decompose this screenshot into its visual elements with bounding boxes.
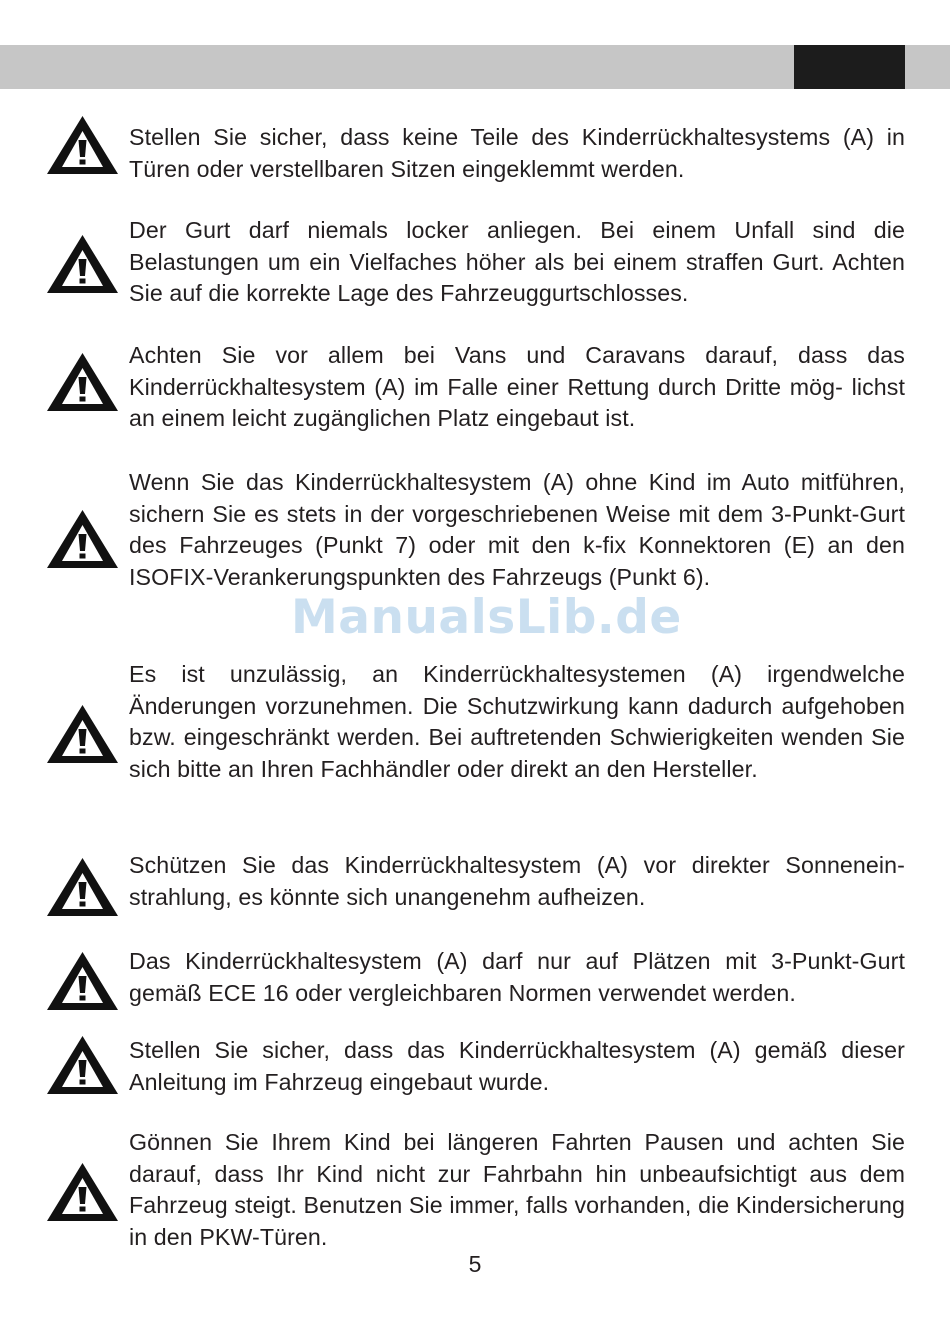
- warning-icon: [45, 1034, 120, 1096]
- warning-icon: [45, 856, 120, 918]
- warning-paragraph: Wenn Sie das Kinderrückhaltesystem (A) ohne Kind im Auto mitführen, sichern Sie es stets in der vorgeschriebenen Weise mit dem 3-Punkt-Gurt des Fahrzeuges (Punkt 7) oder mit den k-fix Konnektoren (E) an den ISOFIX-Verankerungspunkten des Fahrzeugs (Punkt 6).: [129, 469, 905, 590]
- warning-paragraph: Der Gurt darf niemals locker anliegen. Bei einem Unfall sind die Belastungen um ein Vielfaches höher als bei einem straffen Gurt. Achten Sie auf die korrekte Lage des Fahrzeuggurtschlosses.: [129, 217, 905, 306]
- warning-paragraph: Gönnen Sie Ihrem Kind bei längeren Fahrten Pausen und achten Sie darauf, dass Ihr Kind nicht zur Fahrbahn hin unbeaufsichtigt aus dem Fahrzeug steigt. Benutzen Sie immer, falls vorhanden, die Kindersicherung in den PKW-Türen.: [129, 1129, 905, 1250]
- warning-paragraph: Stellen Sie sicher, dass keine Teile des Kinderrückhaltesystems (A) in Türen oder verstellbaren Sitzen eingeklemmt werden.: [129, 124, 905, 182]
- warning-paragraph: Schützen Sie das Kinderrückhaltesystem (A) vor direkter Sonnenein- strahlung, es könnte sich unangenehm aufheizen.: [129, 852, 905, 910]
- warning-icon: [45, 950, 120, 1012]
- page-number: 5: [468, 1251, 482, 1277]
- warning-icon: [45, 1161, 120, 1223]
- warning-paragraph: Achten Sie vor allem bei Vans und Caravans darauf, dass das Kinderrückhaltesystem (A) im Falle einer Rettung durch Dritte mög- lichst an einem leicht zugänglichen Platz eingebaut ist.: [129, 342, 905, 431]
- warning-paragraph: Stellen Sie sicher, dass das Kinderrückhaltesystem (A) gemäß dieser Anleitung im Fahrzeug eingebaut wurde.: [129, 1037, 905, 1095]
- warning-paragraph: Es ist unzulässig, an Kinderrückhaltesystemen (A) irgendwelche Änderungen vorzunehmen. Die Schutzwirkung kann dadurch aufgehoben bzw. eingeschränkt werden. Bei auftretenden Schwierigkeiten wenden Sie sich bitte an Ihren Fachhändler oder direkt an den Hersteller.: [129, 661, 905, 782]
- header-tab-block: [794, 45, 905, 89]
- warning-icon: [45, 508, 120, 570]
- warning-icon: [45, 703, 120, 765]
- warning-icon: [45, 114, 120, 176]
- watermark: ManualsLib.de: [291, 590, 682, 645]
- warning-paragraph: Das Kinderrückhaltesystem (A) darf nur auf Plätzen mit 3-Punkt-Gurt gemäß ECE 16 oder vergleichbaren Normen verwendet werden.: [129, 948, 905, 1006]
- warning-icon: [45, 351, 120, 413]
- warning-icon: [45, 233, 120, 295]
